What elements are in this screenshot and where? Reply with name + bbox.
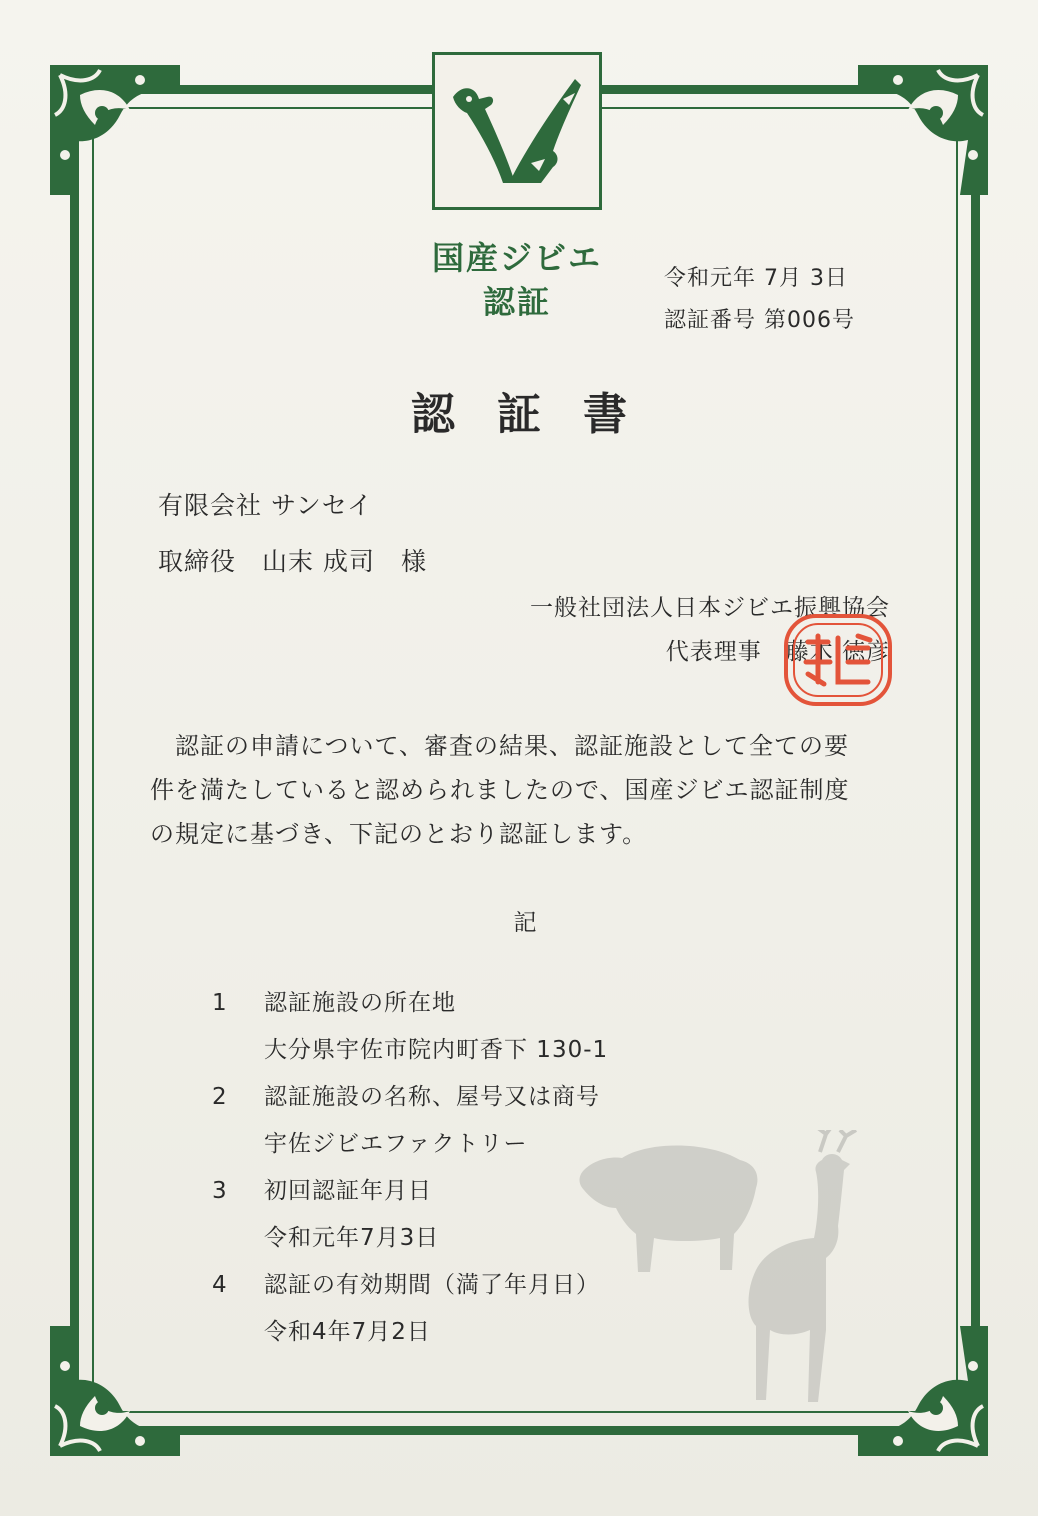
- item-value: 令和元年7月3日: [264, 1225, 440, 1251]
- list-item: [212, 1168, 608, 1215]
- certificate-number: 認証番号 第006号: [664, 308, 855, 333]
- logo-wordmark: [410, 236, 624, 324]
- item-value: 令和4年7月2日: [264, 1319, 431, 1345]
- issue-date: 令和元年 7月 3日: [664, 266, 848, 291]
- list-item: [212, 1074, 608, 1121]
- notation-heading: 記: [513, 910, 537, 936]
- certificate-meta: [664, 258, 855, 342]
- item-number: 4: [212, 1272, 228, 1298]
- body-line-3: の規定に基づき、下記のとおり認証します。: [150, 820, 648, 848]
- certificate-body: [150, 724, 890, 856]
- recipient-block: [158, 478, 427, 590]
- item-number: 1: [212, 990, 228, 1016]
- item-label: 認証の有効期間（満了年月日）: [264, 1272, 600, 1298]
- item-value: 宇佐ジビエファクトリー: [264, 1131, 528, 1157]
- corner-ornament-top-right: [848, 55, 998, 205]
- item-value: 大分県宇佐市院内町香下 130-1: [264, 1037, 609, 1063]
- corner-ornament-top-left: [40, 55, 190, 205]
- item-label: 認証施設の名称、屋号又は商号: [264, 1084, 600, 1110]
- body-line-2: 件を満たしていると認められましたので、国産ジビエ認証制度: [150, 776, 850, 804]
- issuer-organization: 一般社団法人日本ジビエ振興協会: [530, 595, 890, 621]
- list-item: [212, 980, 608, 1027]
- body-line-1: 認証の申請について、審査の結果、認証施設として全ての要: [150, 732, 850, 760]
- boar-deer-watermark-icon: [570, 1130, 910, 1410]
- recipient-person: 取締役 山末 成司 様: [158, 547, 427, 576]
- item-number: 2: [212, 1084, 228, 1110]
- logo-line-1: 国産ジビエ: [431, 239, 602, 277]
- item-label: 初回認証年月日: [264, 1178, 432, 1204]
- list-item: [212, 1262, 608, 1309]
- official-seal-stamp: [778, 612, 898, 708]
- item-label: 認証施設の所在地: [264, 990, 456, 1016]
- certification-items: [212, 980, 608, 1356]
- gibier-certification-logo: [432, 52, 602, 210]
- logo-line-2: 認証: [482, 283, 551, 321]
- deer-boar-check-icon: [435, 55, 599, 207]
- issuer-representative: 代表理事 藤木 徳彦: [665, 639, 890, 665]
- item-number: 3: [212, 1178, 228, 1204]
- corner-ornament-bottom-left: [40, 1316, 190, 1466]
- recipient-company: 有限会社 サンセイ: [158, 491, 373, 520]
- document-title: 認証書: [411, 389, 669, 440]
